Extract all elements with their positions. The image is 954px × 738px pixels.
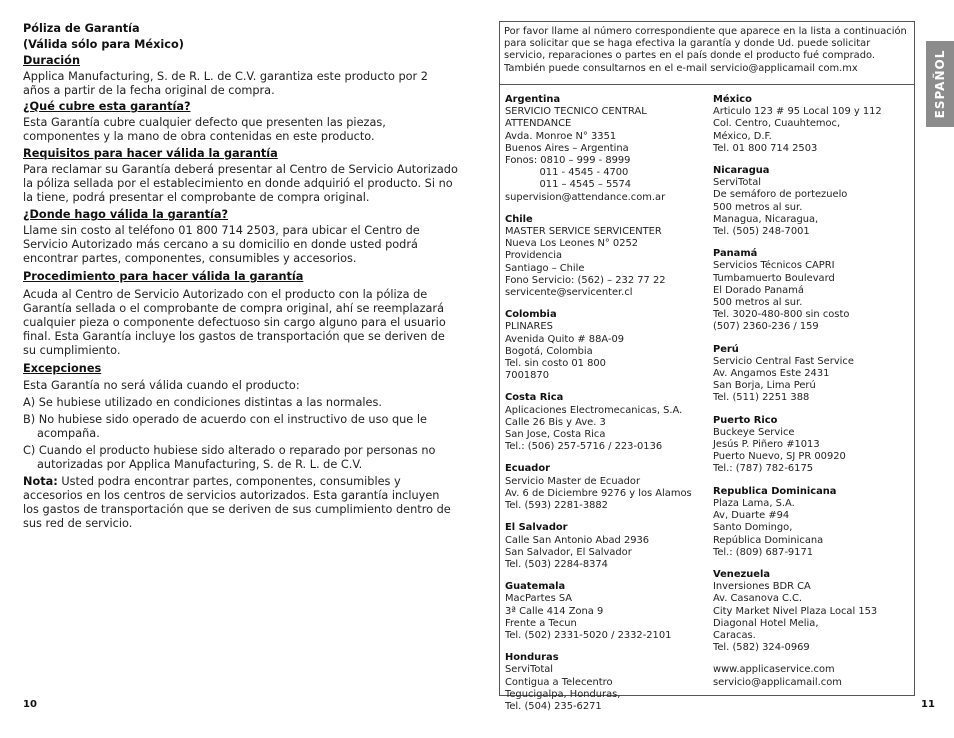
- address-line: Tel. (582) 324-0969: [713, 642, 810, 654]
- country-name: Argentina: [505, 94, 561, 105]
- address-line: (507) 2360-236 / 159: [713, 321, 819, 333]
- address-line: Tel.: (787) 782-6175: [713, 463, 814, 475]
- address-line: Puerto Nuevo, SJ PR 00920: [713, 451, 846, 463]
- address-line: San Borja, Lima Perú: [713, 380, 816, 392]
- address-line: Nueva Los Leones N° 0252: [505, 238, 639, 250]
- excepciones-heading: Excepciones: [23, 362, 102, 375]
- excepcion-a: A) Se hubiese utilizado en condiciones distintas a las normales.: [23, 396, 382, 409]
- service-center-entry: [713, 486, 913, 559]
- address-line: Tel. sin costo 01 800: [505, 358, 606, 370]
- service-center-entry: [713, 415, 913, 476]
- cubre-text: Esta Garantía cubre cualquier defecto que presenten las piezas, componentes y la mano de obra contenidas en este producto.: [23, 116, 386, 143]
- address-line: Calle 26 Bis y Ave. 3: [505, 416, 606, 428]
- country-name: Venezuela: [713, 568, 771, 580]
- country-name: Nicaragua: [713, 165, 770, 177]
- address-line: Santiago – Chile: [505, 262, 585, 274]
- country-name: Perú: [713, 343, 739, 355]
- address-line: Tel. (503) 2284-8374: [505, 558, 608, 570]
- address-line: City Market Nivel Plaza Local 153: [713, 605, 878, 617]
- country-name: El Salvador: [505, 522, 568, 534]
- country-name: Panamá: [713, 248, 758, 260]
- address-line: Av. 6 de Diciembre 9276 y los Alamos: [505, 487, 692, 499]
- address-line: Caracas.: [713, 629, 756, 641]
- address-line: ServiTotal: [713, 177, 762, 189]
- address-line: Tel.: (809) 687-9171: [713, 546, 814, 558]
- service-center-entry: [713, 94, 913, 155]
- address-line: Aplicaciones Electromecanicas, S.A.: [505, 404, 683, 416]
- page-number-left: 10: [23, 699, 37, 710]
- requisitos-text: Para reclamar su Garantía deberá presentar al Centro de Servicio Autorizado la póliza sellada por el establecimiento en donde adquirió el producto. Si no la tiene, podrá presentar el comprobante de compra original.: [23, 163, 458, 204]
- address-line: Plaza Lama, S.A.: [713, 497, 795, 509]
- address-line: Jesús P. Piñero #1013: [713, 439, 820, 451]
- address-line: República Dominicana: [713, 534, 824, 546]
- service-centers-column-2: [713, 94, 913, 699]
- service-center-entry: [505, 581, 705, 642]
- address-line: El Dorado Panamá: [713, 284, 804, 296]
- service-center-entry: [713, 248, 913, 333]
- address-line: Tel. 3020-480-800 sin costo: [713, 309, 850, 321]
- address-line: Santo Domingo,: [713, 522, 793, 534]
- service-center-entry: [713, 664, 913, 688]
- requisitos-heading: Requisitos para hacer válida la garantía: [23, 147, 278, 160]
- nota-text: Usted podra encontrar partes, componentes, consumibles y accesorios en los centros de servicios autorizados. Esta garantía incluyen los gastos de transportación que se deriven de sus cumplimiento dentro de sus red de servicio.: [23, 475, 451, 530]
- country-name: Ecuador: [505, 463, 551, 475]
- service-center-entry: [505, 309, 705, 382]
- address-line: Calle San Antonio Abad 2936: [505, 534, 650, 546]
- address-line: 500 metros al sur.: [713, 201, 803, 213]
- nota-label: Nota:: [23, 475, 58, 488]
- donde-text: Llame sin costo al teléfono 01 800 714 2503, para ubicar el Centro de Servicio Autorizado más cercano a su domicilio en donde usted podrá encontrar partes, componentes, consumibles y accesorios.: [23, 224, 420, 265]
- procedimiento-text: Acuda al Centro de Servicio Autorizado con el producto con la póliza de Garantía sellada o el comprobante de compra original, ahí se reemplazará cualquier pieza o componente defectuoso sin cargo alguno para el usuario final. Esta Garantía incluye los gastos de transportación que se deriven de su cumplimiento.: [23, 288, 446, 357]
- address-line: Tel. (511) 2251 388: [713, 392, 810, 404]
- language-tab-label: ESPAÑOL: [933, 49, 947, 119]
- address-line: Servicio Central Fast Service: [713, 355, 854, 367]
- address-line: Av. Angamos Este 2431: [713, 368, 830, 380]
- excepcion-b: B) No hubiese sido operado de acuerdo con el instructivo de uso que le acompaña.: [23, 413, 427, 440]
- country-name: México: [713, 94, 752, 105]
- address-line: Tel. 01 800 714 2503: [713, 142, 818, 154]
- country-name: Puerto Rico: [713, 414, 778, 426]
- address-line: 7001870: [505, 370, 549, 382]
- service-center-entry: [713, 165, 913, 238]
- excepciones-text: Esta Garantía no será válida cuando el producto:: [23, 379, 300, 392]
- address-line: Avenida Quito # 88A-09: [505, 333, 625, 345]
- address-line: Avda. Monroe N° 3351: [505, 130, 617, 142]
- page-number-right: 11: [921, 699, 935, 710]
- country-name: Honduras: [505, 652, 559, 664]
- address-line: ATTENDANCE: [505, 118, 572, 130]
- address-line: Servicio Master de Ecuador: [505, 475, 641, 487]
- service-center-entry: [713, 344, 913, 405]
- address-line: Contigua a Telecentro: [505, 676, 613, 688]
- policy-title: Póliza de Garantía: [23, 22, 140, 35]
- address-line: Buckeye Service: [713, 426, 795, 438]
- service-intro: Por favor llame al número correspondiente que aparece en la lista a continuación para solicitar que se haga efectiva la garantía y donde Ud. puede solicitar servicio, reparaciones o partes en el país donde el producto fué comprado. También puede consultarnos en el e-mail servicio@applicamail com.mx: [504, 26, 907, 74]
- service-center-entry: [505, 214, 705, 299]
- address-line: Tel.: (506) 257-5716 / 223-0136: [505, 441, 663, 453]
- address-line: Inversiones BDR CA: [713, 581, 811, 593]
- address-line: San Salvador, El Salvador: [505, 546, 632, 558]
- duracion-text: Applica Manufacturing, S. de R. L. de C.V. garantiza este producto por 2 años a partir de la fecha original de compra.: [23, 70, 428, 97]
- address-line: www.applicaservice.com: [713, 664, 835, 676]
- service-center-entry: [505, 463, 705, 512]
- warranty-policy: [23, 22, 458, 531]
- cubre-heading: ¿Qué cubre esta garantía?: [23, 100, 191, 113]
- service-center-entry: [505, 94, 705, 204]
- address-line: Diagonal Hotel Melia,: [713, 617, 819, 629]
- address-line: Providencia: [505, 250, 563, 262]
- nota-paragraph: [23, 475, 458, 531]
- donde-heading: ¿Donde hago válida la garantía?: [23, 208, 229, 221]
- address-line: México, D.F.: [713, 130, 772, 142]
- address-line: Tumbamuerto Boulevard: [713, 272, 835, 284]
- country-name: Republica Dominicana: [713, 485, 837, 497]
- address-line: Servicios Técnicos CAPRI: [713, 260, 835, 272]
- address-line: Av. Casanova C.C.: [713, 593, 803, 605]
- service-center-entry: [505, 652, 705, 713]
- service-center-entry: [713, 569, 913, 654]
- excepcion-c: C) Cuando el producto hubiese sido alterado o reparado por personas no autorizadas por Applica Manufacturing, S. de R. L. de C.V.: [23, 444, 436, 471]
- address-line: Frente a Tecun: [505, 617, 577, 629]
- address-line: Tegucigalpa, Honduras,: [505, 688, 621, 700]
- address-line: Tel. (502) 2331-5020 / 2332-2101: [505, 629, 672, 641]
- policy-subtitle: (Válida sólo para México): [23, 38, 184, 51]
- procedimiento-heading: Procedimiento para hacer válida la garantía: [23, 270, 304, 283]
- duracion-heading: Duración: [23, 54, 80, 67]
- address-line: supervision@attendance.com.ar: [505, 191, 666, 203]
- address-line: servicio@applicamail.com: [713, 676, 842, 688]
- address-line: 500 metros al sur.: [713, 297, 803, 309]
- address-line: 011 - 4545 - 4700: [505, 167, 629, 179]
- address-line: SERVICIO TECNICO CENTRAL: [505, 106, 647, 118]
- address-line: PLINARES: [505, 321, 553, 333]
- address-line: servicente@servicenter.cl: [505, 287, 633, 299]
- address-line: San Jose, Costa Rica: [505, 429, 606, 441]
- country-name: Colombia: [505, 309, 557, 321]
- country-name: Chile: [505, 213, 533, 225]
- address-line: Articulo 123 # 95 Local 109 y 112: [713, 106, 882, 118]
- address-line: Tel. (505) 248-7001: [713, 226, 810, 238]
- address-line: Col. Centro, Cuauhtemoc,: [713, 118, 841, 130]
- address-line: Tel. (504) 235-6271: [505, 700, 602, 712]
- address-line: Fonos: 0810 – 999 - 8999: [505, 155, 631, 167]
- service-center-entry: [505, 522, 705, 571]
- country-name: Costa Rica: [505, 392, 564, 404]
- service-centers-box: [499, 21, 915, 712]
- address-line: 3ª Calle 414 Zona 9: [505, 605, 604, 617]
- address-line: 011 – 4545 – 5574: [505, 179, 632, 191]
- box-divider: [500, 84, 914, 85]
- address-line: De semáforo de portezuelo: [713, 189, 848, 201]
- address-line: Fono Servicio: (562) – 232 77 22: [505, 274, 666, 286]
- country-name: Guatemala: [505, 581, 566, 593]
- service-centers-column-1: [505, 94, 705, 723]
- address-line: Buenos Aires – Argentina: [505, 142, 629, 154]
- address-line: Bogotá, Colombia: [505, 345, 593, 357]
- address-line: MASTER SERVICE SERVICENTER: [505, 226, 662, 238]
- address-line: Tel. (593) 2281-3882: [505, 500, 608, 512]
- language-tab: [926, 41, 954, 127]
- service-center-entry: [505, 392, 705, 453]
- address-line: MacPartes SA: [505, 593, 573, 605]
- address-line: ServiTotal: [505, 664, 554, 676]
- address-line: Managua, Nicaragua,: [713, 213, 819, 225]
- address-line: Av, Duarte #94: [713, 510, 790, 522]
